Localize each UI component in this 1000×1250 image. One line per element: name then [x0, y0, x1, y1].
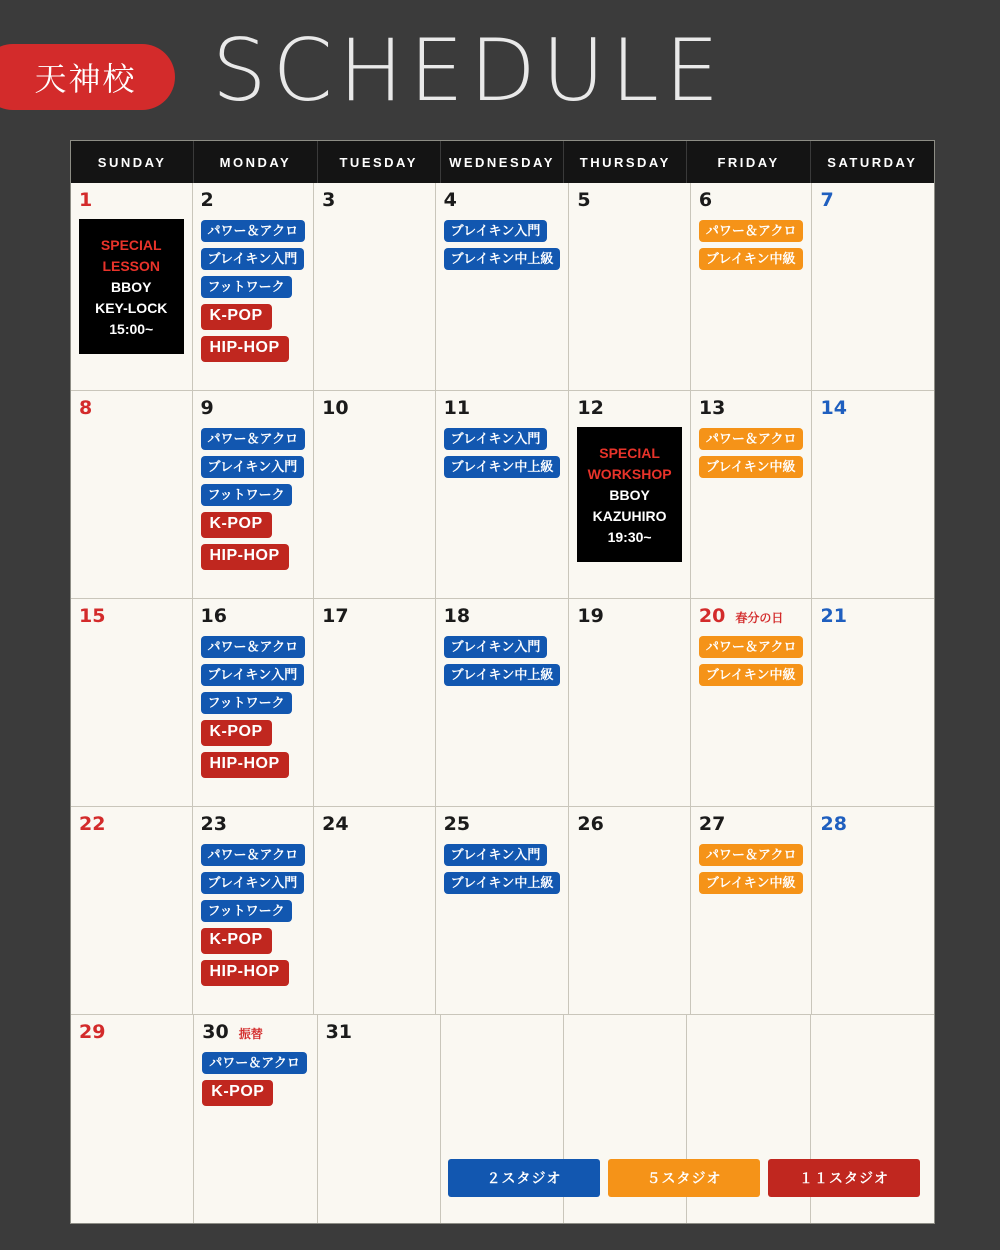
day-number: 22: [79, 813, 106, 835]
day-number: 17: [322, 605, 349, 627]
day-cell-1[interactable]: [71, 183, 193, 391]
day-cell-12[interactable]: [569, 391, 691, 599]
day-number: 7: [820, 189, 834, 211]
day-cell-18[interactable]: [436, 599, 570, 807]
class-tag[interactable]: K-POP: [202, 1080, 273, 1106]
class-tag[interactable]: パワー＆アクロ: [202, 1052, 307, 1074]
class-tag-list: [202, 1052, 308, 1106]
class-tag[interactable]: ブレイキン中級: [699, 456, 803, 478]
day-number: 13: [698, 397, 726, 419]
class-tag[interactable]: ブレイキン中上級: [444, 872, 561, 894]
class-tag[interactable]: ブレイキン入門: [444, 636, 548, 658]
special-event-heading: WORKSHOP: [587, 466, 672, 482]
day-number: 29: [79, 1021, 106, 1043]
day-number: 21: [820, 605, 847, 627]
day-number: 4: [443, 189, 457, 211]
class-tag[interactable]: ブレイキン中級: [699, 872, 803, 894]
class-tag[interactable]: K-POP: [201, 720, 272, 746]
special-event-card[interactable]: [79, 219, 184, 354]
calendar-week: [71, 391, 934, 599]
class-tag[interactable]: ブレイキン中級: [699, 248, 803, 270]
special-event-detail: 15:00~: [109, 321, 154, 337]
weekday-monday: MONDAY: [194, 141, 317, 183]
day-number: 3: [322, 189, 336, 211]
special-event-detail: BBOY: [609, 487, 650, 503]
day-number: 26: [577, 813, 604, 835]
day-cell-30[interactable]: [194, 1015, 317, 1223]
weekday-tuesday: TUESDAY: [318, 141, 441, 183]
class-tag[interactable]: パワー＆アクロ: [699, 220, 804, 242]
day-number: 16: [200, 605, 227, 627]
special-event-detail: KAZUHIRO: [592, 508, 667, 524]
day-cell-23[interactable]: [193, 807, 315, 1015]
class-tag[interactable]: ブレイキン入門: [201, 872, 305, 894]
day-number: 2: [200, 189, 214, 211]
day-cell-21[interactable]: [812, 599, 934, 807]
day-cell-4[interactable]: [436, 183, 570, 391]
class-tag[interactable]: K-POP: [201, 512, 272, 538]
class-tag[interactable]: K-POP: [201, 304, 272, 330]
page-title: SCHEDULE: [212, 21, 726, 121]
day-number: 30: [202, 1021, 229, 1043]
class-tag[interactable]: ブレイキン中級: [699, 664, 803, 686]
day-number: 18: [443, 605, 471, 627]
class-tag-list: [201, 844, 306, 986]
class-tag[interactable]: フットワーク: [201, 900, 292, 922]
class-tag[interactable]: ブレイキン中上級: [444, 248, 561, 270]
calendar: [70, 140, 935, 1224]
class-tag[interactable]: ブレイキン入門: [201, 456, 305, 478]
day-number: 5: [577, 189, 591, 211]
class-tag[interactable]: K-POP: [201, 928, 272, 954]
calendar-week: [71, 599, 934, 807]
day-cell-20[interactable]: [691, 599, 813, 807]
class-tag[interactable]: パワー＆アクロ: [699, 636, 804, 658]
class-tag[interactable]: ブレイキン入門: [201, 664, 305, 686]
day-number: 24: [322, 813, 349, 835]
special-event-detail: KEY-LOCK: [95, 300, 168, 316]
class-tag-list: [444, 636, 561, 686]
page-header: [0, 0, 1000, 140]
day-number: 1: [79, 189, 93, 211]
day-number: 20: [698, 605, 726, 627]
class-tag-list: [699, 844, 804, 894]
day-number: 25: [443, 813, 471, 835]
day-cell-26[interactable]: [569, 807, 691, 1015]
day-number: 19: [577, 605, 604, 627]
class-tag[interactable]: パワー＆アクロ: [201, 428, 306, 450]
class-tag-list: [699, 428, 804, 478]
special-event-heading: SPECIAL: [599, 445, 660, 461]
class-tag[interactable]: パワー＆アクロ: [201, 636, 306, 658]
class-tag[interactable]: ブレイキン入門: [444, 428, 548, 450]
special-event-heading: LESSON: [102, 258, 161, 274]
weekday-sunday: SUNDAY: [71, 141, 194, 183]
class-tag[interactable]: フットワーク: [201, 692, 292, 714]
day-cell-25[interactable]: [436, 807, 570, 1015]
class-tag-list: [699, 220, 804, 270]
weekday-saturday: SATURDAY: [827, 155, 918, 170]
day-cell-15[interactable]: [71, 599, 193, 807]
class-tag[interactable]: ブレイキン中上級: [444, 664, 561, 686]
weekday-wednesday: WEDNESDAY: [441, 141, 564, 183]
class-tag[interactable]: ブレイキン入門: [444, 220, 548, 242]
day-number: 12: [577, 397, 604, 419]
day-cell-7[interactable]: [812, 183, 934, 391]
legend-chip-studio-2: ２スタジオ: [448, 1159, 600, 1197]
day-number: 10: [322, 397, 349, 419]
day-number: 11: [443, 397, 471, 419]
special-event-heading: SPECIAL: [100, 237, 162, 253]
class-tag[interactable]: HIP-HOP: [201, 544, 289, 570]
special-event-detail: 19:30~: [607, 529, 652, 545]
class-tag-list: [444, 220, 561, 270]
day-note: 春分の日: [735, 611, 784, 625]
day-number: 23: [200, 813, 227, 835]
class-tag[interactable]: フットワーク: [201, 276, 292, 298]
legend-chip-studio-5: ５スタジオ: [608, 1159, 760, 1197]
calendar-body: [71, 183, 934, 1223]
class-tag[interactable]: HIP-HOP: [201, 752, 289, 778]
day-cell-5[interactable]: [569, 183, 691, 391]
class-tag-list: [201, 636, 306, 778]
class-tag[interactable]: HIP-HOP: [201, 336, 289, 362]
day-cell-16[interactable]: [193, 599, 315, 807]
legend-chip-studio-11: １１スタジオ: [768, 1159, 920, 1197]
calendar-week: [71, 183, 934, 391]
class-tag-list: [201, 428, 306, 570]
day-cell-6[interactable]: [691, 183, 813, 391]
day-cell-14[interactable]: [812, 391, 934, 599]
day-cell-27[interactable]: [691, 807, 813, 1015]
class-tag-list: [444, 844, 561, 894]
day-cell-8[interactable]: [71, 391, 193, 599]
day-number: 8: [79, 397, 93, 419]
class-tag-list: [699, 636, 804, 686]
day-cell-22[interactable]: [71, 807, 193, 1015]
class-tag-list: [201, 220, 306, 362]
class-tag[interactable]: フットワーク: [201, 484, 292, 506]
calendar-week: [71, 807, 934, 1015]
day-number: 9: [200, 397, 214, 419]
day-note: 振替: [238, 1027, 263, 1041]
day-cell-17[interactable]: [314, 599, 436, 807]
weekday-thursday: THURSDAY: [564, 141, 687, 183]
class-tag[interactable]: パワー＆アクロ: [201, 844, 306, 866]
day-cell-9[interactable]: [193, 391, 315, 599]
day-number: 15: [79, 605, 106, 627]
special-event-card[interactable]: [577, 427, 682, 562]
day-cell-28[interactable]: [812, 807, 934, 1015]
class-tag[interactable]: HIP-HOP: [201, 960, 289, 986]
day-cell-19[interactable]: [569, 599, 691, 807]
day-cell-13[interactable]: [691, 391, 813, 599]
day-cell-10[interactable]: [314, 391, 436, 599]
day-number: 28: [820, 813, 847, 835]
class-tag[interactable]: ブレイキン中上級: [444, 456, 561, 478]
day-number: 6: [698, 189, 713, 211]
school-badge: 天神校: [0, 44, 175, 110]
day-number: 27: [698, 813, 726, 835]
studio-legend: [448, 1159, 920, 1197]
weekday-header: [71, 141, 934, 183]
day-cell-29[interactable]: [71, 1015, 194, 1223]
class-tag[interactable]: パワー＆アクロ: [201, 220, 306, 242]
day-cell-11[interactable]: [436, 391, 570, 599]
class-tag[interactable]: パワー＆アクロ: [699, 428, 804, 450]
weekday-friday: FRIDAY: [687, 141, 810, 183]
day-number: 31: [325, 1021, 353, 1043]
special-event-detail: BBOY: [111, 279, 152, 295]
day-number: 14: [820, 397, 847, 419]
class-tag[interactable]: パワー＆アクロ: [699, 844, 804, 866]
day-cell-31[interactable]: [318, 1015, 441, 1223]
day-cell-3[interactable]: [314, 183, 436, 391]
class-tag-list: [444, 428, 561, 478]
class-tag[interactable]: ブレイキン入門: [201, 248, 305, 270]
day-cell-2[interactable]: [193, 183, 315, 391]
day-cell-24[interactable]: [314, 807, 436, 1015]
class-tag[interactable]: ブレイキン入門: [444, 844, 548, 866]
